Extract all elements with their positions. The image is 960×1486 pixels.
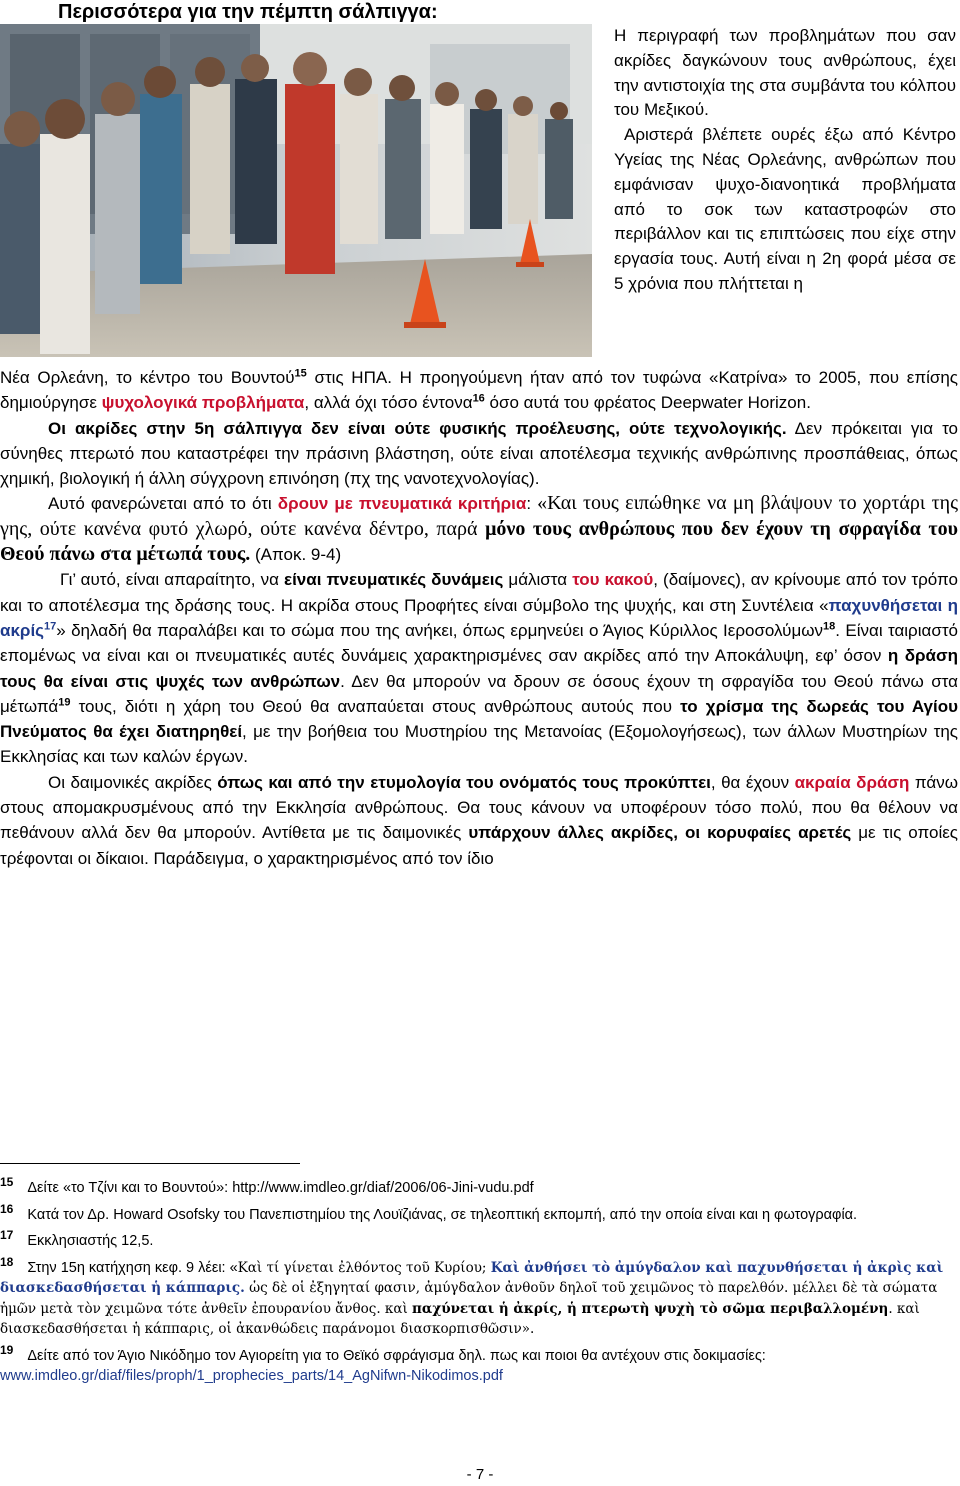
- footnote-15: $^{15}$ Δείτε «το Τζίνι και το Βουντού»: http://www.imdleo.gr/diaf/2006/06-Jini-vudu.pdf: [0, 1175, 534, 1196]
- footnote-16: $^{16}$ Κατά τον Δρ. Howard Osofsky του Πανεπιστημίου της Λουϊζιάνας, σε τηλεοπτική εκπομπή, από την οποία είναι και η φωτογραφία.: [0, 1201, 858, 1223]
- footnote-17: $^{17}$ Εκκλησιαστής 12,5.: [0, 1228, 154, 1249]
- footnote-19-link[interactable]: www.imdleo.gr/diaf/files/proph/1_prophecies_parts/14_AgNifwn-Nikodimos.pdf: [0, 1368, 503, 1384]
- highlight-psychological-problems: ψυχολογικά προβλήματα: [101, 393, 305, 413]
- paragraph-spiritual-forces: Γι’ αυτό, είναι απαραίτητο, να είναι πνευματικές δυνάμεις μάλιστα του κακού, (δαίμονες), αν κρίνουμε από τον τρόπο και το αποτέλεσμα της δράσης τους. Η ακρίδα στους Προφήτες είναι σύμβολο της ψυχής, και στη Συντέλεια «παχυνθήσεται η ακρίς$^{17}$» δηλαδή θα παραλάβει και το σώμα που της ανήκει, όπως ερμηνεύει ο Άγιος Κύριλλος Ιεροσολύμων$^{18}$. Είναι ταιριαστό επομένως να είναι και οι πνευματικές αυτές δυνάμεις χαρακτηρισμένες σαν ακρίδες από την Αποκάλυψη, εφ’ όσον η δράση τους θα είναι στις ψυχές των ανθρώπων. Δεν θα μπορούν να δρουν σε όσους έχουν τη σφραγίδα του Θεού πάνω στα μέτωπά$^{19}$ τους, διότι η χάρη του Θεού θα αναπαύεται στους ανθρώπους αυτούς που το χρίσμα της δωρεάς του Αγίου Πνεύματος θα έχει διατηρηθεί, με την βοήθεια του Μυστηρίου της Μετανοίας (Εξομολογήσεως), των άλλων Μυστηρίων της Εκκλησίας και των καλών έργων.: [0, 570, 959, 767]
- page-number: - 7 -: [466, 1466, 494, 1483]
- footnote-ref-17[interactable]: 17: [44, 620, 57, 633]
- highlight-locust-fattened: παχυνθήσεται η ακρίς: [0, 595, 958, 640]
- footnote-ref-15[interactable]: 15: [294, 367, 307, 380]
- queue-photo-illustration: [0, 24, 592, 357]
- paragraph-demonic-locusts: Οι δαιμονικές ακρίδες όπως και από την ετυμολογία του ονόματός τους προκύπτει, θα έχουν ακραία δράση πάνω στους απομακρυσμένους από την Εκκλησία ανθρώπους. Θα τους κάνουν να υποφέρουν τόσο πολύ, που θα θέλουν να πεθάνουν αλλά δεν θα μπορούν. Αντίθετα με τις δαιμονικές υπάρχουν άλλες ακρίδες, οι κορυφαίες αρετές με τις οποίες τρέφονται οι δίκαιοι. Παράδειγμα, ο χαρακτηρισμένος από τον ίδιο: [0, 772, 958, 868]
- footnote-19: $^{19}$ Δείτε από τον Άγιο Νικόδημο τον Αγιορείτη για το Θεϊκό σφράγισμα δηλ. πως και ποιοι θα αντέχουν στις δοκιμασίες: www.imdleo.gr/diaf/files/proph/1_prophecies_parts/14_AgNifwn-Nikodimos.pdf: [0, 1342, 766, 1384]
- paragraph-new-orleans: Νέα Ορλεάνη, το κέντρο του Βουντού$^{15}$ στις ΗΠΑ. Η προηγούμενη ήταν από τον τυφώνα «Κατρίνα» το 2005, που επίσης δημιούργησε ψυχολογικά προβλήματα, αλλά όχι τόσο έντονα$^{16}$ όσο αυτά του φρέατος Deepwater Horizon.: [0, 367, 958, 413]
- queue-photo: [0, 24, 592, 357]
- footnote-ref-19[interactable]: 19: [58, 696, 71, 709]
- page-heading: Περισσότερα για την πέμπτη σάλπιγγα:: [58, 1, 438, 23]
- locusts-statement: Οι ακρίδες στην 5η σάλπιγγα δεν είναι ούτε φυσικής προέλευσης, ούτε τεχνολογικής.: [48, 418, 787, 438]
- highlight-evil: του κακού: [572, 570, 654, 590]
- footnote-18: $^{18}$ Στην 15η κατήχηση κεφ. 9 λέει: «Καὶ τί γίνεται ἐλθόντος τοῦ Κυρίου; Καὶ ἀνθήσει τὸ ἀμύγδαλον καὶ παχυνθήσεται ἡ ἀκρὶς καὶ διασκεδασθήσεται ἡ κάππαρις. ὡς δὲ οἱ ἐξηγηταί φασιν, ἀμύγδαλον ἀνθοῦν δηλοῖ τοῦ χειμῶνος τὸ παρελθόν. μέλλει δὲ τὰ σώματα ἡμῶν μετὰ τὸν χειμῶνα τότε ἀνθεῖν ἐπουρανίου ἄνθος. καὶ παχύνεται ἡ ἀκρίς, ἡ πτερωτὴ ψυχὴ τὸ σῶμα περιβαλλομένη. καὶ διασκεδασθήσεται ἡ κάππαρις, οἱ ἀκανθώδεις παράνομοι διασκορπισθῶσιν».: [0, 1254, 944, 1337]
- scripture-quote-bold: μόνο τους ανθρώπους που δεν έχουν τη σφραγίδα του Θεού πάνω στα μέτωπά τους.: [0, 517, 958, 566]
- paragraph-spiritual-criteria: Αυτό φανερώνεται από το ότι δρουν με πνευματικά κριτήρια: «Και τους ειπώθηκε να μη βλάψουν το χορτάρι της γης, ούτε κανένα φυτό χλωρό, ούτε κανένα δέντρο, παρά μόνο τους ανθρώπους που δεν έχουν τη σφραγίδα του Θεού πάνω στα μέτωπά τους. (Αποκ. 9-4): [0, 492, 958, 566]
- footnote-ref-16[interactable]: 16: [472, 392, 485, 405]
- intro-paragraph-2: Αριστερά βλέπετε ουρές έξω από Κέντρο Υγείας της Νέας Ορλεάνης, ανθρώπων που εμφάνισαν ψυχο-διανοητικά προβλήματα από το σοκ των καταστροφών στο περιβάλλον και τις επιπτώσεις που είχε στην εργασία τους. Αυτή είναι η 2η φορά μέσα σε 5 χρόνια που πλήττεται η: [614, 125, 956, 293]
- main-body-text: [0, 365, 958, 871]
- footnote-ref-18[interactable]: 18: [823, 620, 836, 633]
- footnote-separator: [0, 1163, 300, 1164]
- paragraph-locusts-origin: Οι ακρίδες στην 5η σάλπιγγα δεν είναι ούτε φυσικής προέλευσης, ούτε τεχνολογικής. Δεν πρόκειται για το σύνηθες πτερωτό που καταστρέφει την πράσινη βλάστηση, ούτε είναι αποτέλεσμα τεχνικής ανθρώπινης προσπάθειας, όπως χημική, βιολογική ή άλλη σύγχρονη επινόηση (πχ της νανοτεχνολογίας).: [0, 418, 958, 489]
- intro-paragraph-1: Η περιγραφή των προβλημάτων που σαν ακρίδες δαγκώνουν τους ανθρώπους, έχει την αντιστοιχία της στα συμβάντα του κόλπου του Μεξικού.: [614, 26, 956, 120]
- scripture-quote: «Και τους ειπώθηκε να μη βλάψουν το χορτάρι της γης, ούτε κανένα φυτό χλωρό, ούτε κανένα δέντρο, παρά: [0, 492, 958, 540]
- highlight-extreme-action: ακραία δράση: [794, 772, 910, 792]
- intro-text-column: [614, 24, 956, 297]
- highlight-spiritual-criteria: δρουν με πνευματικά κριτήρια: [277, 494, 527, 514]
- footnotes: [0, 1172, 958, 1387]
